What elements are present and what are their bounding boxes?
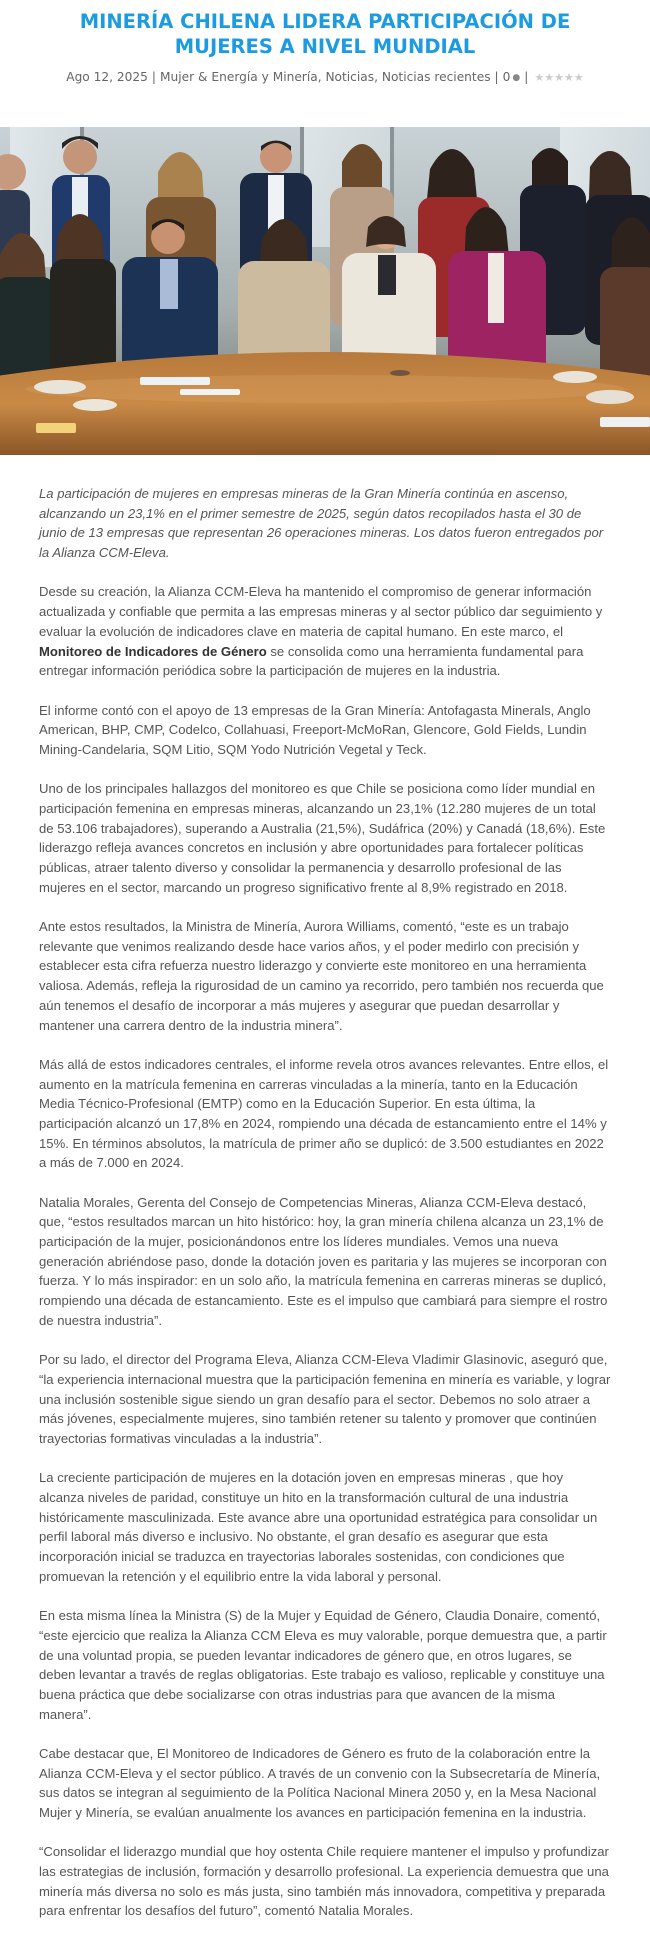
article-paragraph (39, 582, 611, 681)
article-paragraph: Uno de los principales hallazgos del monitoreo es que Chile se posiciona como líder mundial en participación femenina en empresas mineras, alcanzando un 23,1% (12.280 mujeres de un total de 53.106 trabajadores), superando a Australia (21,5%), Sudáfrica (20%) y Canadá (18,6%). Este liderazgo refleja avances concretos en inclusión y abre oportunidades para fortalecer políticas públicas, atraer talento diverso y consolidar la permanencia y desarrollo profesional de las mujeres en el sector, marcando un progreso significativo frente al 8,9% registrado en 2018. (39, 781, 606, 895)
category-link-mujer-energia[interactable]: Mujer & Energía y Minería (160, 70, 318, 84)
article-paragraph: Cabe destacar que, El Monitoreo de Indicadores de Género es fruto de la colaboración entre la Alianza CCM-Eleva y el sector público. A través de un convenio con la Subsecretaría de Minería, sus datos se integran al seguimiento de la Política Nacional Minera 2050 y, en la Mesa Nacional Mujer y Minería, se evalúan anualmente los avances en participación femenina en la industria. (39, 1745, 601, 1821)
rating-star-icon[interactable]: ★ (544, 71, 555, 84)
rating-star-icon[interactable]: ★ (573, 71, 584, 84)
article-paragraph: Natalia Morales, Gerenta del Consejo de Competencias Mineras, Alianza CCM-Eleva destacó, que, “estos resultados marcan un hito histórico: hoy, la gran minería chilena alcanza un 23,1% de participación de la mujer, posicionándonos entre los líderes mundiales. Vemos una nueva generación abriéndose paso, donde la dotación joven es paritaria y las mujeres se incorporan con fuerza. Y lo más inspirador: en un solo año, la matrícula femenina en carreras mineras se duplicó, rompiendo una década de estancamiento. Este es el impulso que cambiará para siempre el rostro de nuestra industria”. (39, 1194, 608, 1328)
paragraph-text: Desde su creación, la Alianza CCM-Eleva ha mantenido el compromiso de generar información actualizada y confiable que permita a las empresas mineras y al sector público dar seguimiento y evaluar la evolución de indicadores clave en materia de capital humano. En este marco, el (39, 584, 603, 639)
article-lead: La participación de mujeres en empresas mineras de la Gran Minería continúa en ascenso, alcanzando un 23,1% en el primer semestre de 2025, según datos recopilados hasta el 30 de junio de 13 empresas que representan 26 operaciones mineras. Los datos fueron entregados por la Alianza CCM-Eleva. (39, 486, 604, 561)
post-meta: Ago 12, 2025 | Mujer & Energía y Minería, Noticias, Noticias recientes | 0 ● | ★★★★★ (0, 68, 650, 87)
article-paragraph: La creciente participación de mujeres en la dotación joven en empresas mineras , que hoy alcanza niveles de paridad, constituye un hito en la transformación cultural de una industria históricamente masculinizada. Este avance abre una oportunidad estratégica para consolidar un perfil laboral más diverso e inclusivo. No obstante, el gran desafío es asegurar que esta incorporación inicial se traduzca en trayectorias laborales sostenidas, con condiciones que promuevan la retención y el equilibrio entre la vida laboral y personal. (39, 1470, 598, 1584)
hero-image (0, 127, 650, 455)
group-photo (0, 127, 650, 455)
article-body (39, 484, 611, 1941)
article-paragraph: Más allá de estos indicadores centrales, el informe revela otros avances relevantes. Entre ellos, el aumento en la matrícula femenina en carreras vinculadas a la minería, tanto en la Educación Media Técnico-Profesional (EMTP) como en la Educación Superior. En esta última, la participación alcanzó un 17,8% en 2024, rompiendo una década de estancamiento entre el 14% y 15%. En términos absolutos, la matrícula de primer año se duplicó: de 3.500 estudiantes en 2022 a más de 7.000 en 2024. (39, 1056, 609, 1171)
article-paragraph: Por su lado, el director del Programa Eleva, Alianza CCM-Eleva Vladimir Glasinovic, aseguró que, “la experiencia internacional muestra que la participación femenina en minería es variable, y lograr una inclusión sostenible sigue siendo un gran desafío para el sector. Debemos no solo atraer a más jóvenes, especialmente mujeres, sino también retener su talento y promover que continúen trayectorias formativas vinculadas a la industria”. (39, 1352, 611, 1446)
rating-stars[interactable] (534, 68, 583, 87)
meta-separator: | (151, 70, 157, 84)
article-paragraph: En esta misma línea la Ministra (S) de la Mujer y Equidad de Género, Claudia Donaire, comentó, “este ejercicio que realiza la Alianza CCM Eleva es muy valorable, porque demuestra que, a partir de una voluntad propia, se pueden levantar indicadores de género que, en otros lugares, se deben levantar a través de reglas obligatorias. Este trabajo es valioso, replicable y constituye una buena práctica que debe socializarse con otras industrias para que avancen de la misma manera”. (39, 1608, 607, 1722)
highlight-text: Monitoreo de Indicadores de Género (39, 643, 267, 659)
comment-icon: ● (512, 73, 521, 83)
category-link-noticias-recientes[interactable]: Noticias recientes (381, 70, 491, 84)
article-paragraph: El informe contó con el apoyo de 13 empresas de la Gran Minería: Antofagasta Minerals, Anglo American, BHP, CMP, Codelco, Collahuasi, Freeport-McMoRan, Glencore, Gold Fields, Lundin Mining-Candelaria, SQM Litio, SQM Yodo Nutrición Vegetal y Teck. (39, 702, 591, 757)
comments-link[interactable] (503, 70, 521, 84)
comment-count: 0 (502, 70, 511, 84)
category-link-noticias[interactable]: Noticias (325, 70, 375, 84)
article-title: MINERÍA CHILENA LIDERA PARTICIPACIÓN DE MUJERES A NIVEL MUNDIAL (79, 10, 571, 58)
rating-star-icon[interactable]: ★ (554, 71, 565, 84)
meta-separator: | (494, 70, 499, 84)
rating-star-icon[interactable]: ★ (534, 71, 545, 84)
meta-separator: | (524, 70, 529, 84)
article-paragraph: “Consolidar el liderazgo mundial que hoy ostenta Chile requiere mantener el impulso y profundizar las estrategias de inclusión, formación y desarrollo profesional. La experiencia demuestra que una minería más diversa no solo es más justa, sino también más innovadora, competitiva y preparada para enfrentar los desafíos del futuro”, comentó Natalia Morales. (39, 1844, 609, 1919)
post-date: Ago 12, 2025 (66, 70, 148, 84)
rating-star-icon[interactable]: ★ (564, 71, 574, 84)
paragraph-text: se consolida como una herramienta fundamental para entregar información periódica sobre la participación de mujeres en la industria. (39, 643, 584, 679)
article-paragraph: Ante estos resultados, la Ministra de Minería, Aurora Williams, comentó, “este es un trabajo relevante que venimos realizando desde hace varios años, y el poder medirlo con precisión y establecer esta cifra refuerza nuestro liderazgo y convierte este monitoreo en una herramienta valiosa. Además, refleja la rigurosidad de un camino ya recorrido, pero también nos recuerda que aún tenemos el desafío de incorporar a más mujeres y asegurar que puedan desarrollar y mantener una carrera dentro de la industria minera”. (39, 919, 604, 1033)
